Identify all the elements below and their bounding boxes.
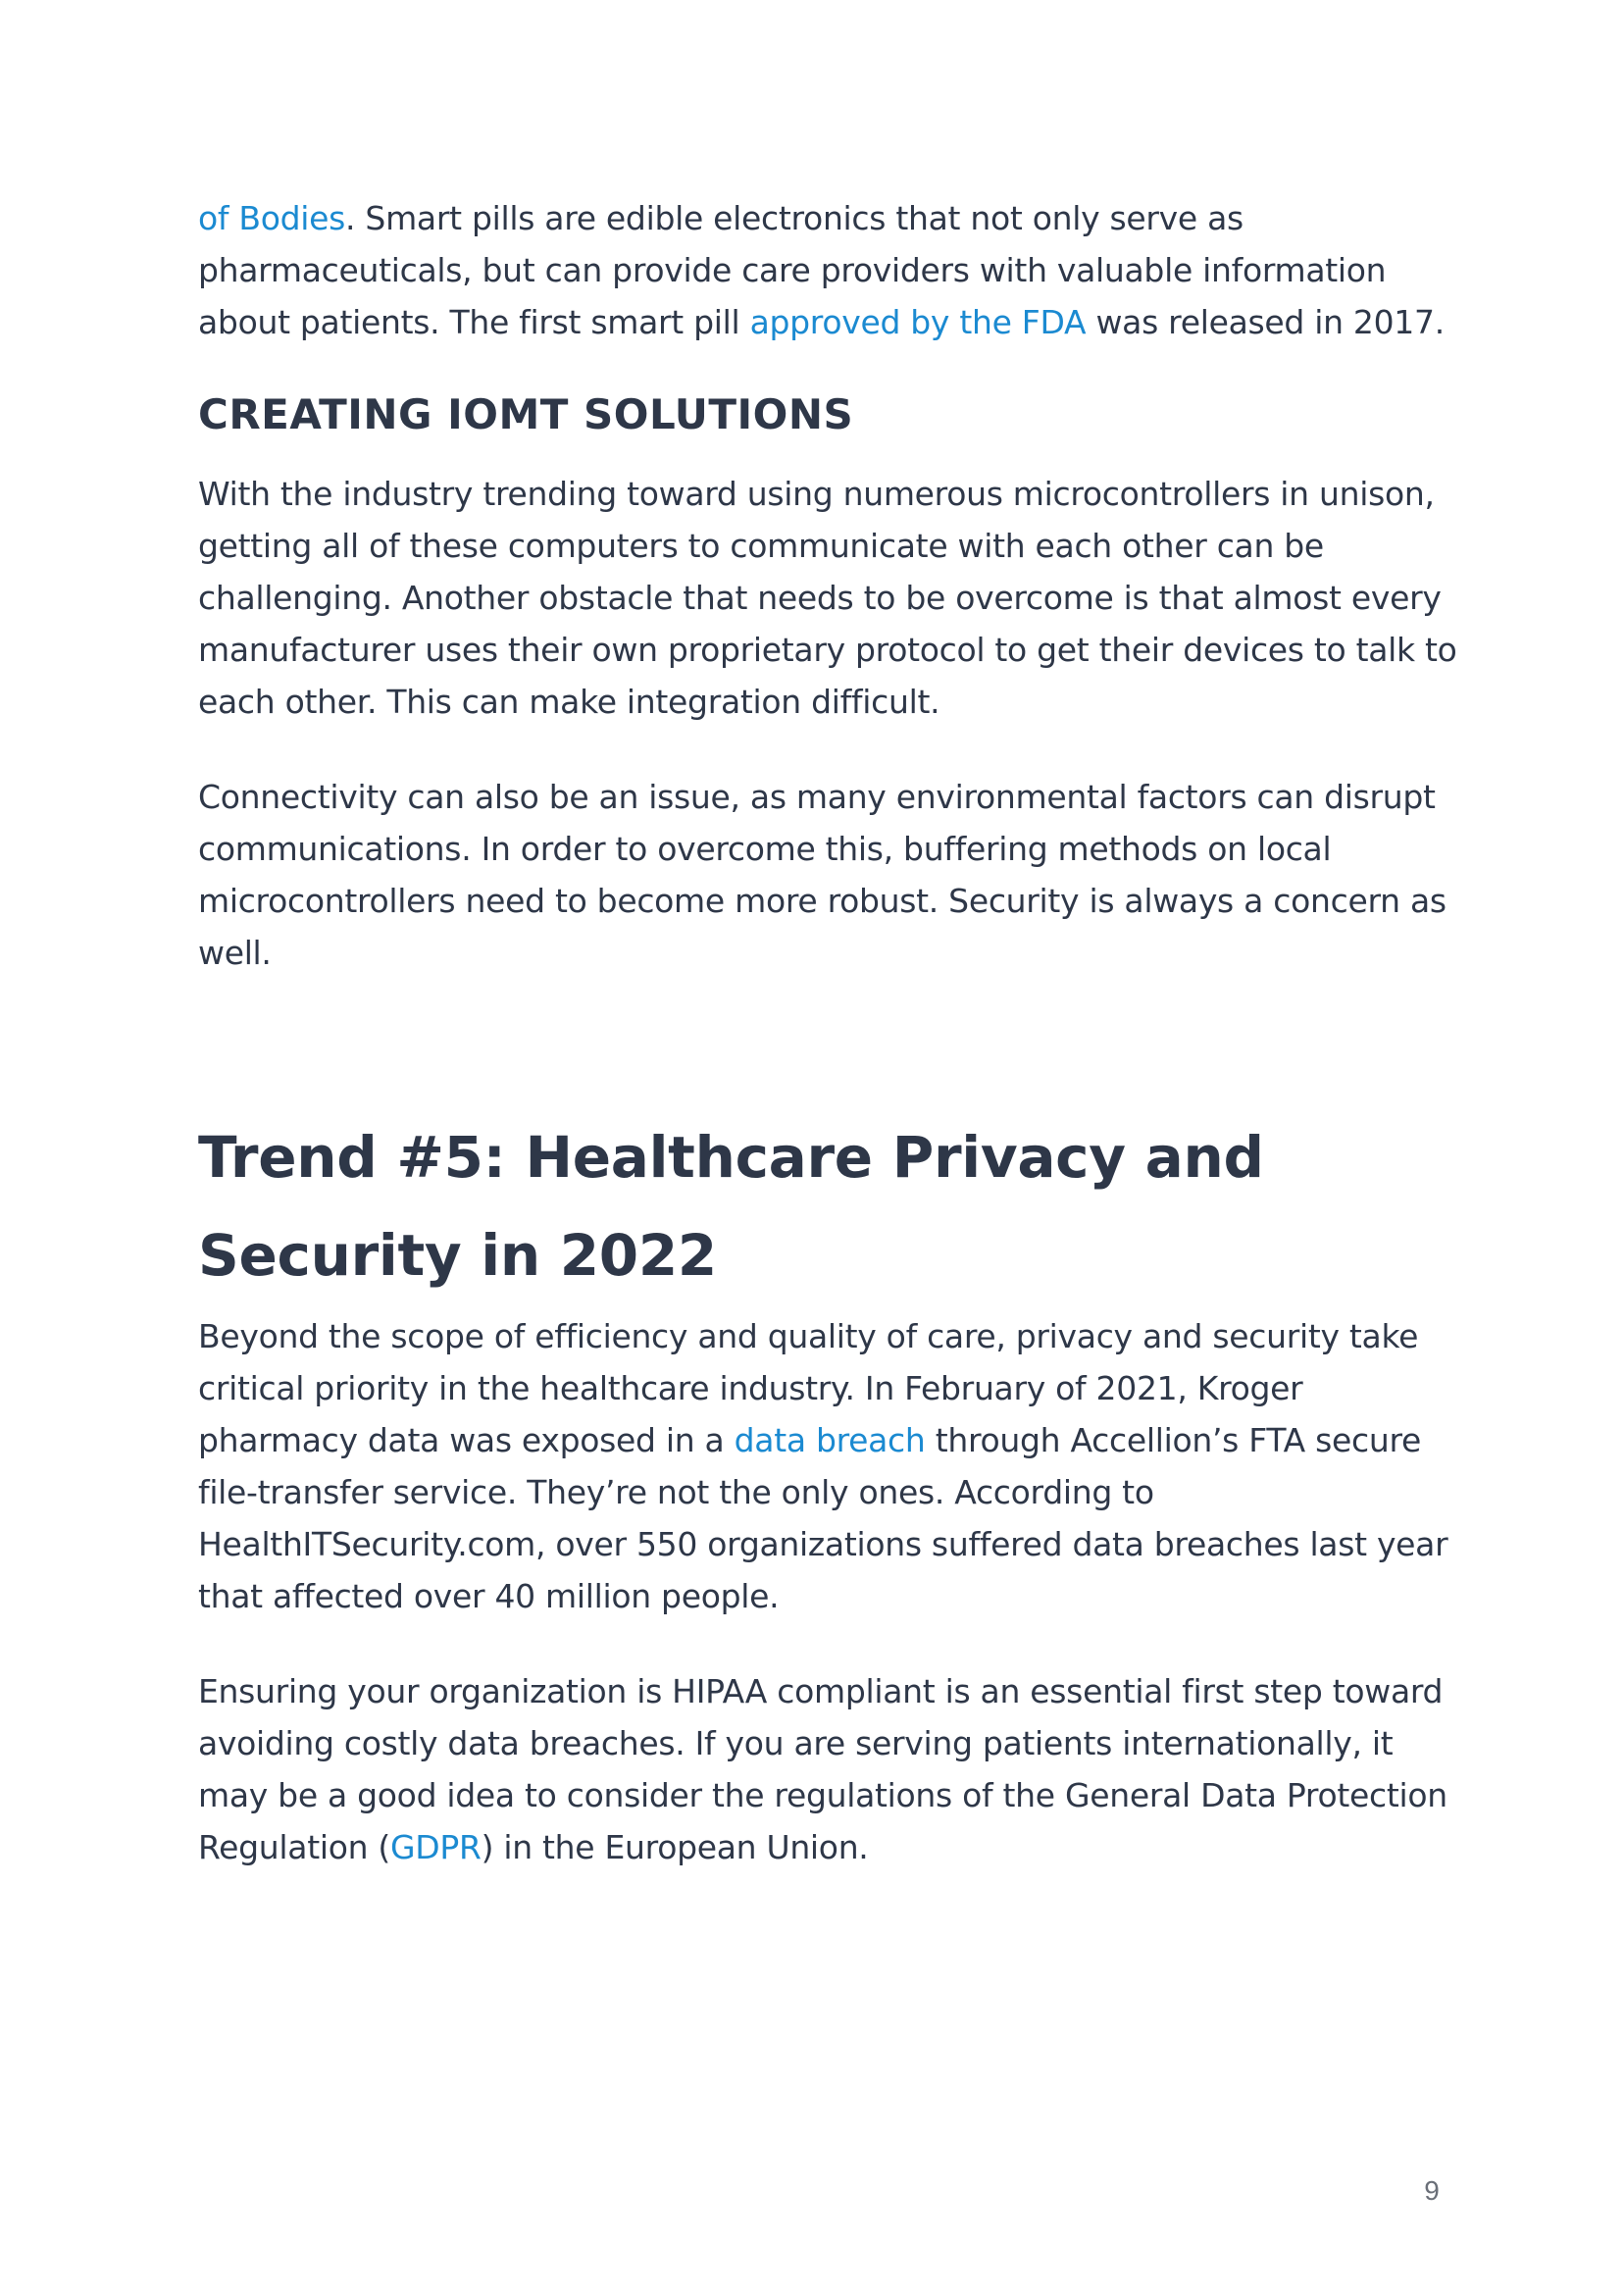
trend5-text-1b: through Accellion’s FTA secure file-transfer service. They’re not the only ones. According to HealthITSecurity.com, over 550 organizations suffered data breaches last year that affected over 40 million people. — [198, 1421, 1448, 1615]
trend5-paragraph-2 — [198, 1665, 1463, 1873]
trend5-text-1a: Beyond the scope of efficiency and quality of care, privacy and security take critical priority in the healthcare industry. In February of 2021, Kroger pharmacy data was exposed in a — [198, 1317, 1419, 1459]
trend5-text-2b: ) in the European Union. — [481, 1828, 869, 1866]
page-content — [198, 192, 1463, 1873]
intro-paragraph — [198, 192, 1463, 348]
link-approved-by-fda[interactable]: approved by the FDA — [749, 303, 1087, 341]
page-number: 9 — [1424, 2175, 1440, 2206]
trend5-heading: Trend #5: Healthcare Privacy and Security in 2022 — [198, 1124, 1264, 1289]
link-data-breach[interactable]: data breach — [734, 1421, 926, 1459]
link-gdpr[interactable]: GDPR — [389, 1828, 482, 1866]
section-heading-iomt: CREATING IOMT SOLUTIONS — [198, 390, 854, 438]
iomt-paragraph-1: With the industry trending toward using numerous microcontrollers in unison, getting all of these computers to communicate with each other can be challenging. Another obstacle that needs to be overcome is that almost every manufacturer uses their own proprietary protocol to get their devices to talk to each other. This can make integration difficult. — [198, 475, 1457, 721]
link-of-bodies[interactable]: of Bodies — [198, 199, 346, 237]
trend5-text-2a: Ensuring your organization is HIPAA compliant is an essential first step toward avoiding costly data breaches. If you are serving patients internationally, it may be a good idea to consider the regulations of the General Data Protection Regulation ( — [198, 1672, 1447, 1866]
intro-text-1: . Smart pills are edible electronics that not only serve as pharmaceuticals, but can provide care providers with valuable information about patients. The first smart pill — [198, 199, 1387, 341]
intro-text-2: was released in 2017. — [1086, 303, 1445, 341]
iomt-paragraph-2: Connectivity can also be an issue, as many environmental factors can disrupt communications. In order to overcome this, buffering methods on local microcontrollers need to become more robust. Security is always a concern as well. — [198, 778, 1446, 972]
trend5-paragraph-1 — [198, 1310, 1463, 1622]
